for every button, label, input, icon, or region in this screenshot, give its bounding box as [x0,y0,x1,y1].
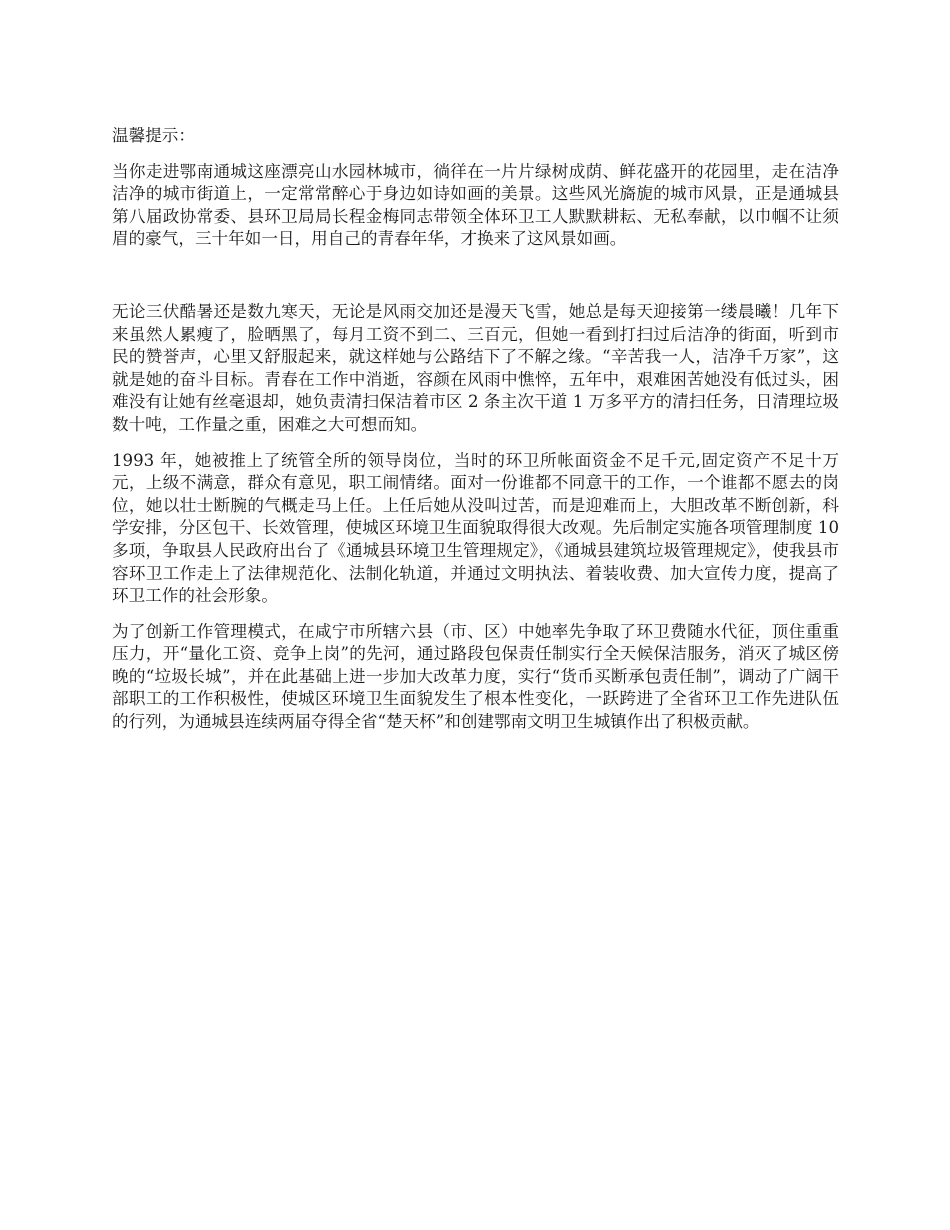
notice-heading: 温馨提示： [112,126,195,145]
paragraph-innovation: 为了创新工作管理模式，在咸宁市所辖六县（市、区）中她率先争取了环卫费随水代征，顶住重重压力，开“量化工资、竞争上岗”的先河，通过路段包保责任制实行全天候保洁服务，消灭了城区傍晚的“垃圾长城”，并在此基础上进一步加大改革力度，实行“货币买断承包责任制”，调动了广阔干部职工的工作积极性，使城区环境卫生面貌发生了根本性变化，一跃跨进了全省环卫工作先进队伍的行列，为通城县连续两届夺得全省“楚天杯”和创建鄂南文明卫生城镇作出了积极贡献。 [112,621,839,732]
paragraph-leadership: 1993 年，她被推上了统管全所的领导岗位，当时的环卫所帐面资金不足千元,固定资产不足十万元，上级不满意，群众有意见，职工闹情绪。面对一份谁都不同意干的工作，一个谁都不愿去的岗位，她以壮士断腕的气概走马上任。上任后她从没叫过苦，而是迎难而上，大胆改革不断创新，科学安排，分区包干、长效管理，使城区环境卫生面貌取得很大改观。先后制定实施各项管理制度 10 多项，争取县人民政府出台了《通城县环境卫生管理规定》，《通城县建筑垃圾管理规定》，使我县市容环卫工作走上了法律规范化、法制化轨道，并通过文明执法、着装收费、加大宣传力度，提高了环卫工作的社会形象。 [112,450,839,606]
section-gap [112,264,839,301]
document-body [112,125,839,747]
paragraph-dedication: 无论三伏酷暑还是数九寒天，无论是风雨交加还是漫天飞雪，她总是每天迎接第一缕晨曦！几年下来虽然人累瘦了，脸晒黑了，每月工资不到二、三百元，但她一看到打扫过后洁净的街面，听到市民的赞誉声，心里又舒服起来，就这样她与公路结下了不解之缘。“辛苦我一人，洁净千万家”，这就是她的奋斗目标。青春在工作中消逝，容颜在风雨中憔悴，五年中，艰难困苦她没有低过头，困难没有让她有丝毫退却，她负责清扫保洁着市区 2 条主次干道 1 万多平方的清扫任务，日清理垃圾数十吨，工作量之重，困难之大可想而知。 [112,301,839,434]
paragraph-intro: 当你走进鄂南通城这座漂亮山水园林城市，徜徉在一片片绿树成荫、鲜花盛开的花园里，走在洁净洁净的城市街道上，一定常常醉心于身边如诗如画的美景。这些风光旖旎的城市风景，正是通城县第八届政协常委、县环卫局局长程金梅同志带领全体环卫工人默默耕耘、无私奉献，以巾帼不让须眉的豪气，三十年如一日，用自己的青春年华，才换来了这风景如画。 [112,161,839,249]
